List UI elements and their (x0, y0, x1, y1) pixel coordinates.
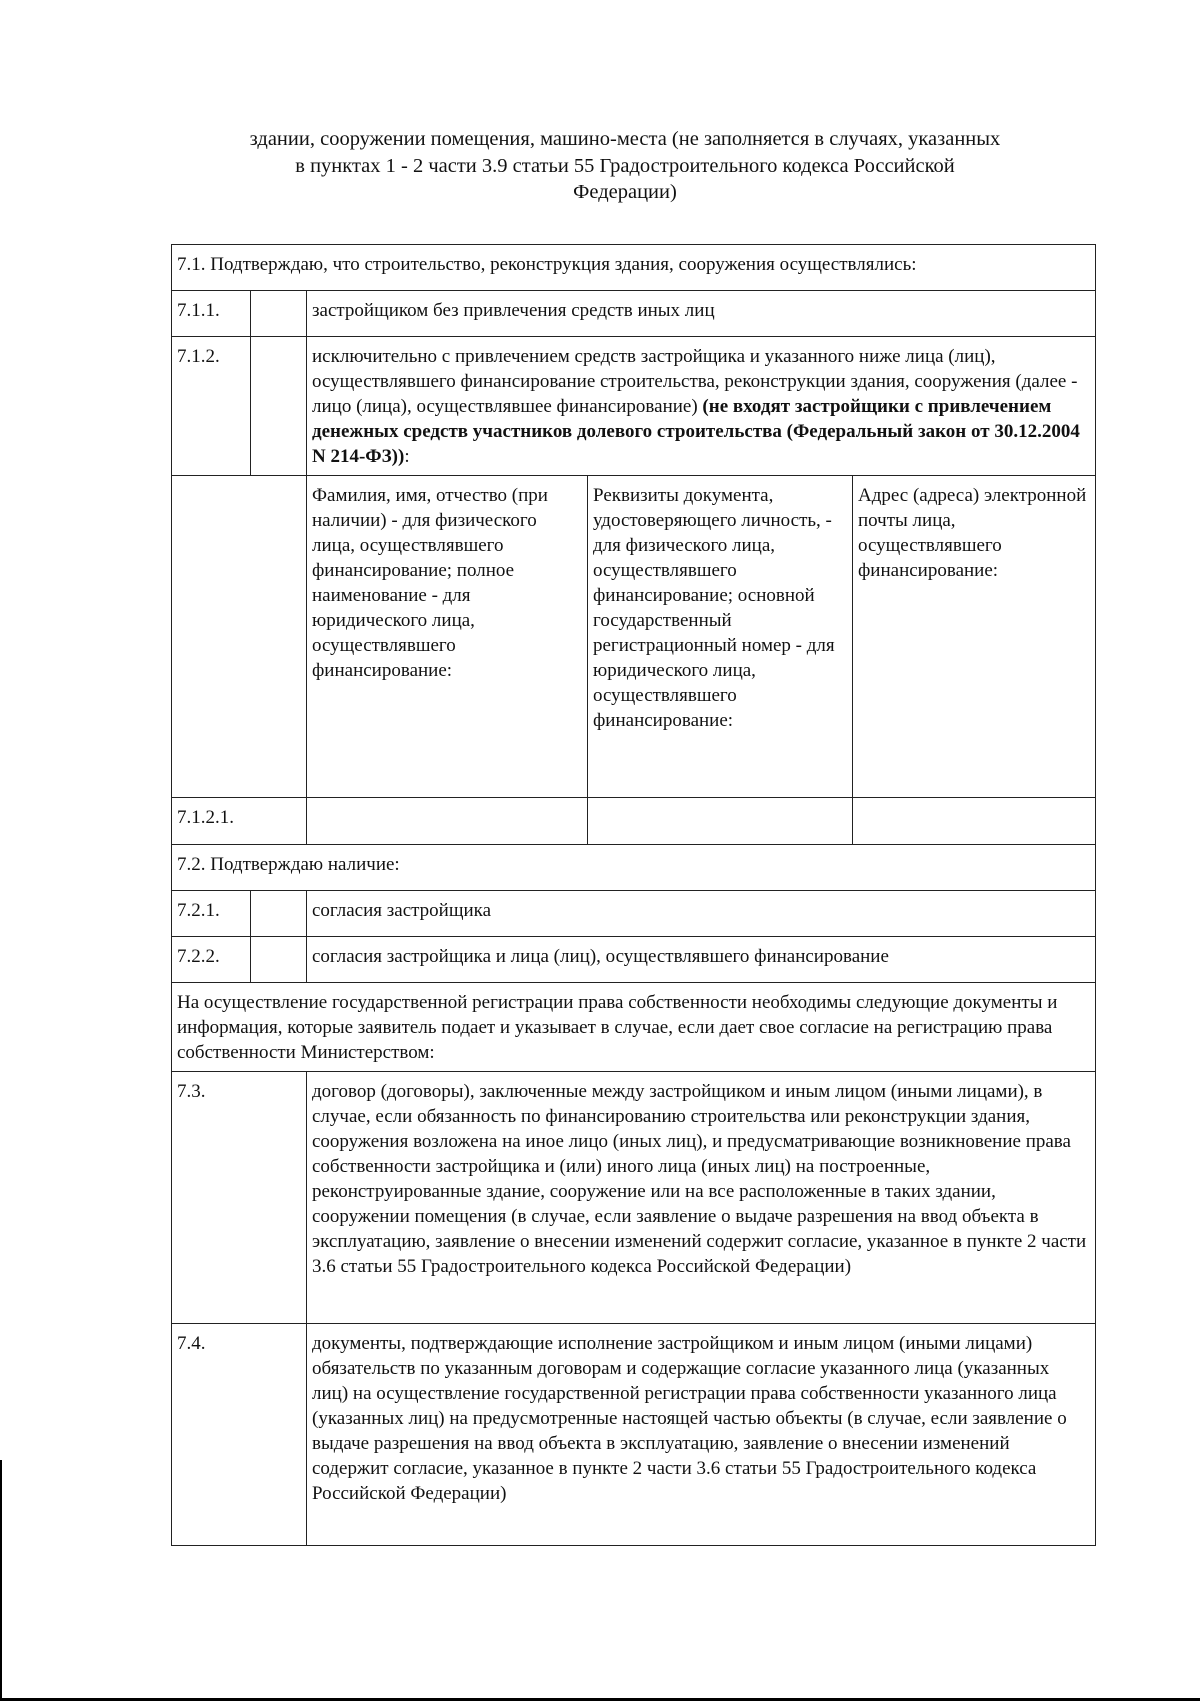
registration-note: На осуществление государственной регистрации права собственности необходимы следующие документы и информация, которые заявитель подает и указывает в случае, если дает свое согласие на регистрацию права собственности Министерством: (172, 983, 1096, 1072)
item-7-1-2-text-normal: исключительно с привлечением средств застройщика и указанного ниже лица (лиц), осуществлявшего финансирование строительства, реконструкции здания, сооружения (далее - лицо (лица), осуществлявшее финансирование) (312, 346, 1078, 417)
item-7-2-2-checkbox[interactable] (251, 937, 307, 983)
item-7-3-number: 7.3. (172, 1072, 307, 1324)
registration-note-row (172, 983, 1096, 1072)
financier-document-header: Реквизиты документа, удостоверяющего личность, - для физического лица, осуществлявшего финансирование; основной государственный регистрационный номер - для юридического лица, осуществлявшего финансирование: (588, 476, 853, 798)
item-7-4-text: документы, подтверждающие исполнение застройщиком и иным лицом (иными лицами) обязательств по указанным договорам и содержащие согласие указанного лица (указанных лиц) на осуществление государственной регистрации права собственности указанного лица (указанных лиц) на предусмотренные настоящей частью объекты (в случае, если заявление о выдаче разрешения на ввод объекта в эксплуатацию, заявление о внесении изменений содержит согласие, указанное в пункте 2 части 3.6 статьи 55 Градостроительного кодекса Российской Федерации) (307, 1324, 1096, 1546)
item-7-3-text: договор (договоры), заключенные между застройщиком и иным лицом (иными лицами), в случае, если обязанность по финансированию строительства или реконструкции здания, сооружения возложена на иное лицо (иных лиц), и предусматривающие возникновение права собственности застройщика и (или) иного лица (иных лиц) на построенные, реконструированные здание, сооружение или на все расположенные в таких здании, сооружении помещения (в случае, если заявление о выдаче разрешения на ввод объекта в эксплуатацию, заявление о внесении изменений содержит согласие, указанное в пункте 2 части 3.6 статьи 55 Градостроительного кодекса Российской Федерации) (307, 1072, 1096, 1324)
header-line-2: в пунктах 1 - 2 части 3.9 статьи 55 Градостроительного кодекса Российской (295, 154, 955, 177)
item-7-1-2-1-number: 7.1.2.1. (172, 798, 307, 845)
item-7-2-2-row (172, 937, 1096, 983)
financier-name-field[interactable] (307, 798, 588, 845)
section-7-2-title: 7.2. Подтверждаю наличие: (172, 845, 1096, 891)
item-7-1-2-text-bold: (не входят застройщики с привлечением денежных средств участников долевого строительства (Федеральный закон от 30.12.2004 N 214-ФЗ)) (312, 396, 1080, 467)
scan-left-edge (0, 1460, 2, 1700)
header-line-1: здании, сооружении помещения, машино-места (не заполняется в случаях, указанных (249, 128, 1001, 150)
item-7-1-1-text: застройщиком без привлечения средств иных лиц (307, 291, 1096, 337)
financier-header-empty (172, 476, 307, 798)
section-7-1-title-row (172, 245, 1096, 291)
financier-email-field[interactable] (853, 798, 1096, 845)
header-line-3: Федерации) (573, 181, 677, 203)
page-header (160, 126, 1090, 206)
item-7-2-1-number: 7.2.1. (172, 891, 251, 937)
item-7-1-2-1-row (172, 798, 1096, 845)
section-7-2-title-row (172, 845, 1096, 891)
item-7-1-2-text (307, 337, 1096, 476)
item-7-1-2-text-tail: : (404, 446, 410, 467)
item-7-2-2-number: 7.2.2. (172, 937, 251, 983)
item-7-2-1-checkbox[interactable] (251, 891, 307, 937)
item-7-2-2-text: согласия застройщика и лица (лиц), осуществлявшего финансирование (307, 937, 1096, 983)
item-7-1-1-checkbox[interactable] (251, 291, 307, 337)
financier-document-field[interactable] (588, 798, 853, 845)
item-7-4-row (172, 1324, 1096, 1546)
item-7-1-2-number: 7.1.2. (172, 337, 251, 476)
declaration-table (171, 244, 1096, 1546)
scan-bottom-edge (0, 1698, 1200, 1701)
item-7-1-1-row (172, 291, 1096, 337)
item-7-1-2-checkbox[interactable] (251, 337, 307, 476)
item-7-1-2-row (172, 337, 1096, 476)
financier-header-row (172, 476, 1096, 798)
financier-email-header: Адрес (адреса) электронной почты лица, осуществлявшего финансирование: (853, 476, 1096, 798)
financier-name-header: Фамилия, имя, отчество (при наличии) - для физического лица, осуществлявшего финансирование; полное наименование - для юридического лица, осуществлявшего финансирование: (307, 476, 588, 798)
item-7-2-1-row (172, 891, 1096, 937)
section-7-1-title: 7.1. Подтверждаю, что строительство, реконструкция здания, сооружения осуществлялись: (172, 245, 1096, 291)
item-7-4-number: 7.4. (172, 1324, 307, 1546)
item-7-2-1-text: согласия застройщика (307, 891, 1096, 937)
item-7-3-row (172, 1072, 1096, 1324)
item-7-1-1-number: 7.1.1. (172, 291, 251, 337)
